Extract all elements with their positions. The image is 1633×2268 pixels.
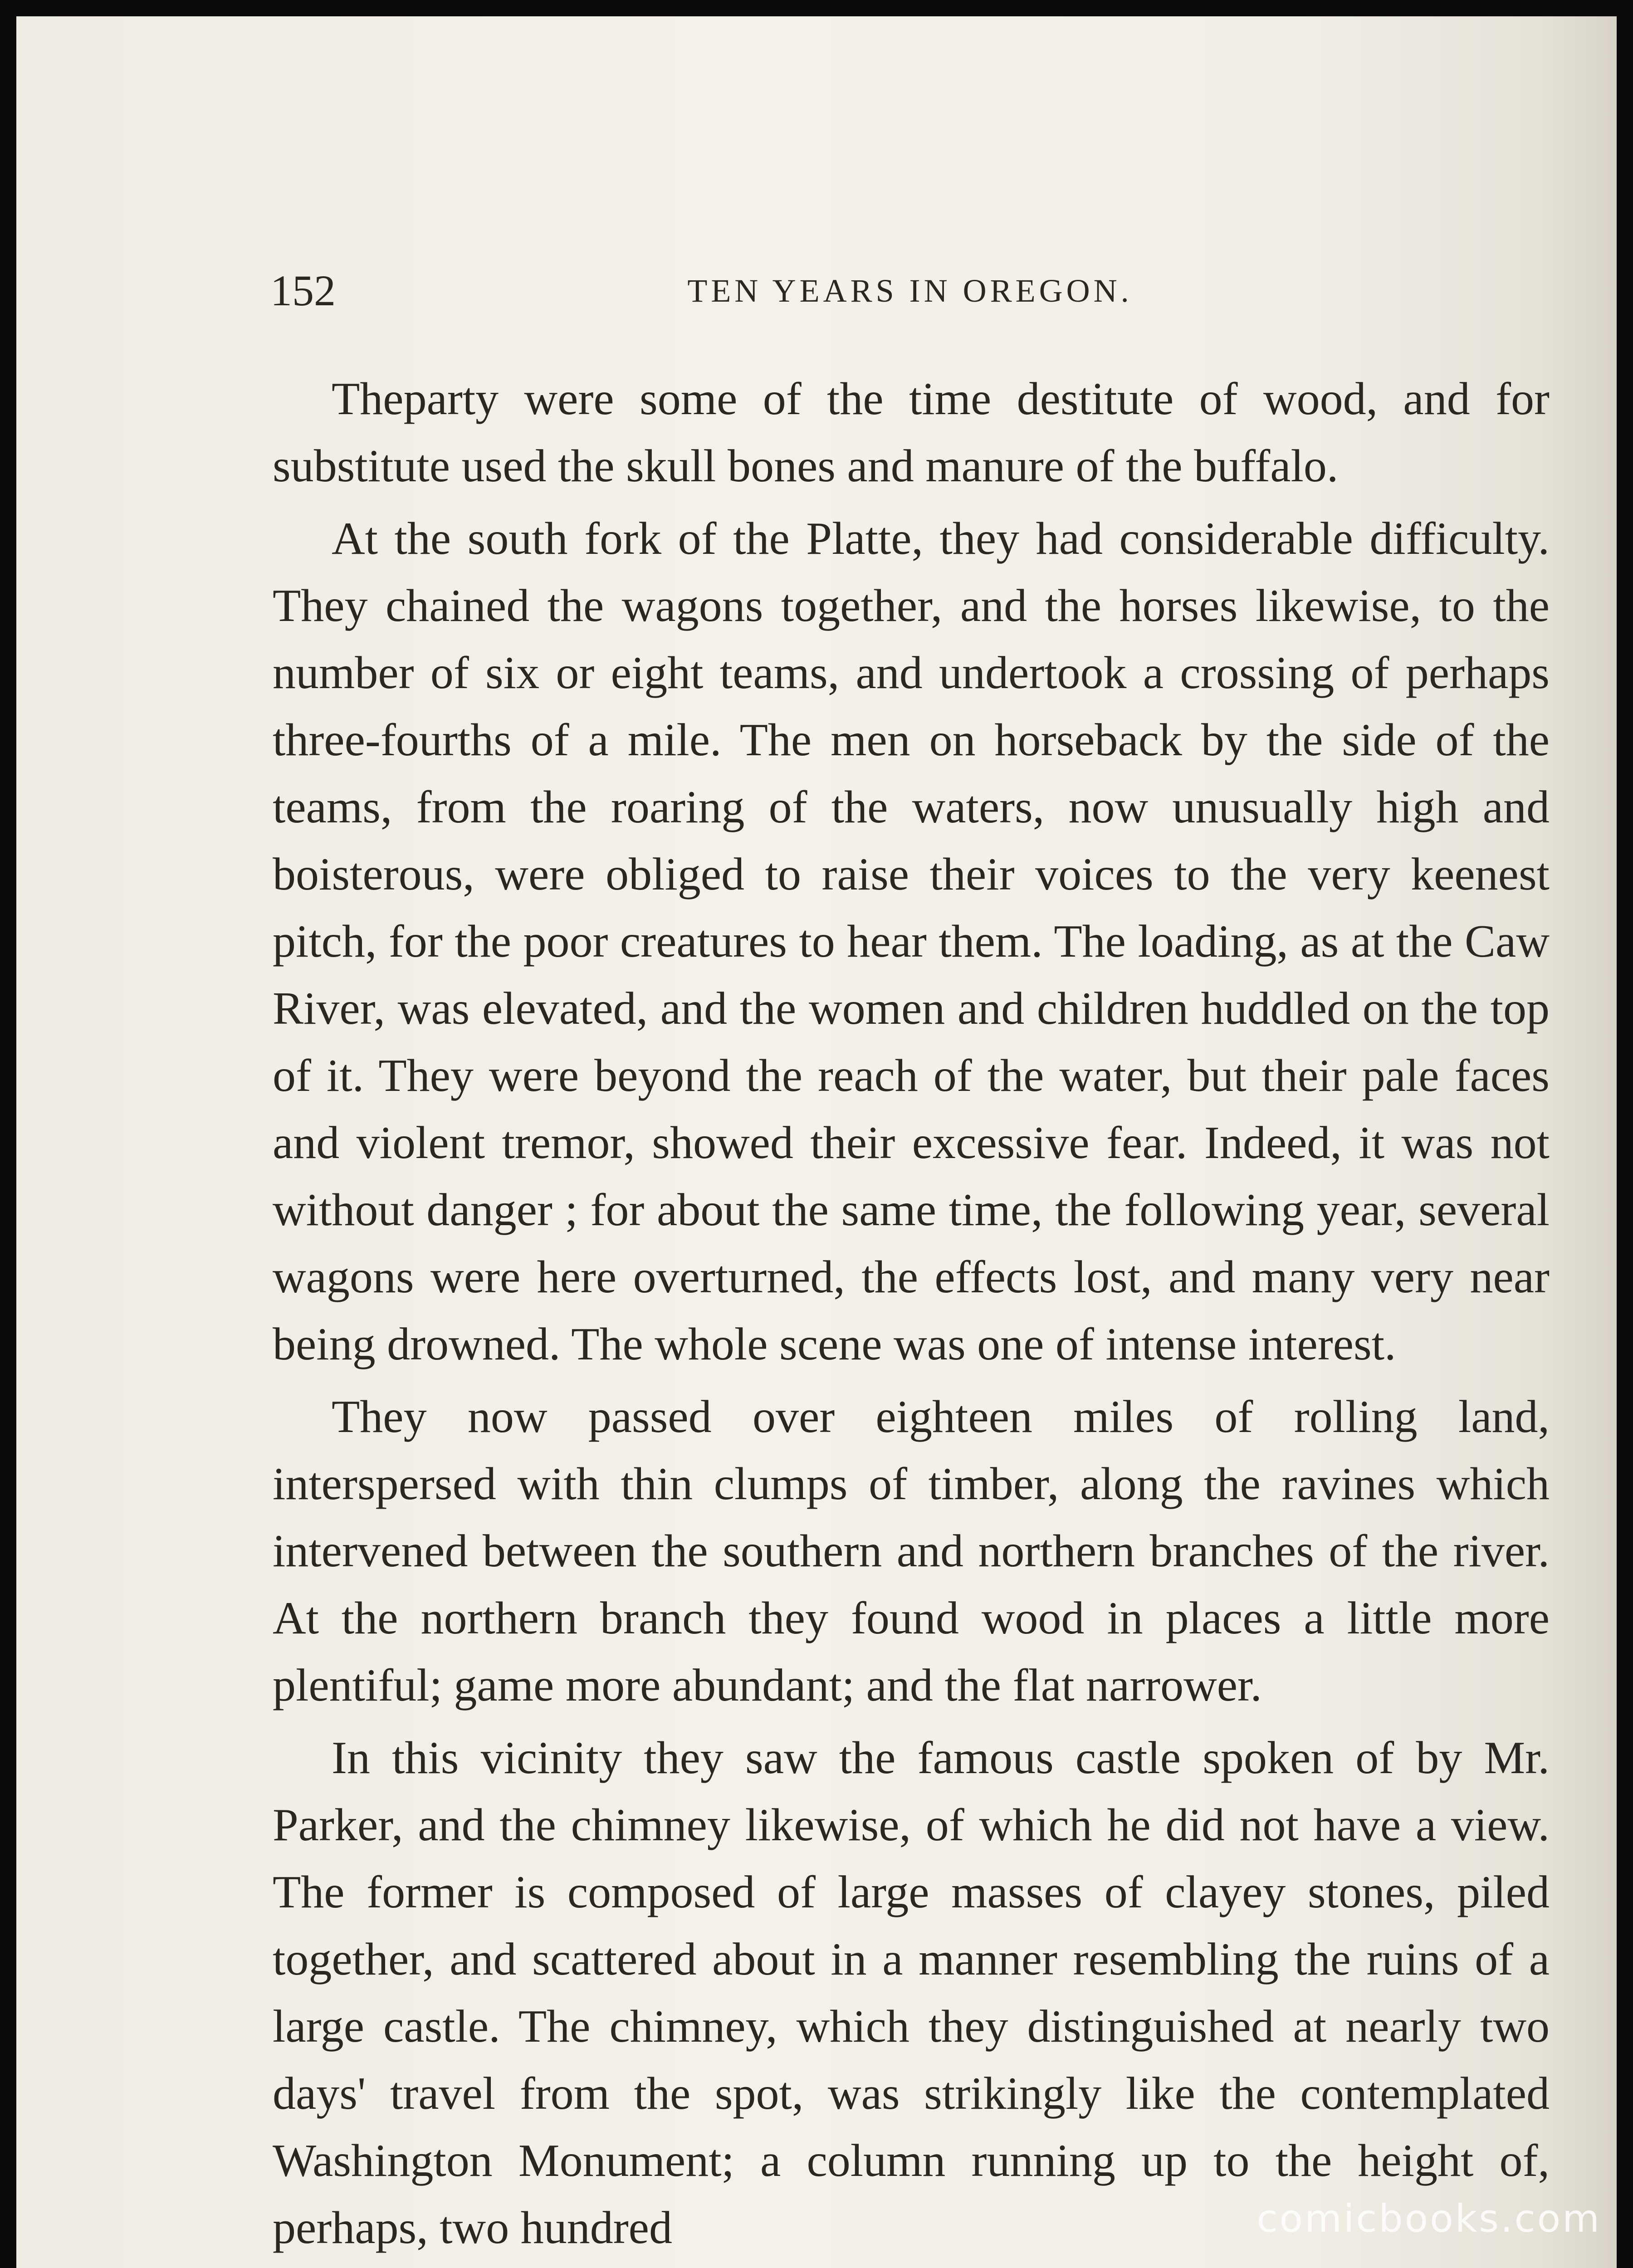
page-header (270, 257, 1550, 325)
running-title: TEN YEARS IN OREGON. (687, 273, 1133, 309)
book-page (16, 16, 1617, 2268)
paragraph: They now passed over eighteen miles of rolling land, interspersed with thin clumps of timber, along the ravines which intervened between the southern and northern branches of the river. At the northern branch they found wood in places a little more plentiful; game more abundant; and the flat narrower. (273, 1391, 1550, 1711)
watermark: comicbooks.com (1257, 2196, 1601, 2241)
body-text (273, 366, 1550, 2267)
paragraph: Theparty were some of the time destitute of wood, and for substitute used the skull bones and manure of the buffalo. (273, 373, 1550, 492)
paragraph: In this vicinity they saw the famous castle spoken of by Mr. Parker, and the chimney likewise, of which he did not have a view. The former is composed of large masses of clayey stones, piled together, and scattered about in a manner resembling the ruins of a large castle. The chimney, which they distinguished at nearly two days' travel from the spot, was strikingly like the contemplated Washington Monument; a column running up to the height of, perhaps, two hundred (273, 1732, 1550, 2253)
paragraph: At the south fork of the Platte, they had considerable difficulty. They chained the wagons together, and the horses likewise, to the number of six or eight teams, and undertook a crossing of perhaps three-fourths of a mile. The men on horseback by the side of the teams, from the roaring of the waters, now unusually high and boisterous, were obliged to raise their voices to the very keenest pitch, for the poor creatures to hear them. The loading, as at the Caw River, was elevated, and the women and children huddled on the top of it. They were beyond the reach of the water, but their pale faces and violent tremor, showed their excessive fear. Indeed, it was not without danger ; for about the same time, the following year, several wagons were here overturned, the effects lost, and many very near being drowned. The whole scene was one of intense interest. (273, 513, 1550, 1370)
page-number: 152 (270, 266, 336, 315)
